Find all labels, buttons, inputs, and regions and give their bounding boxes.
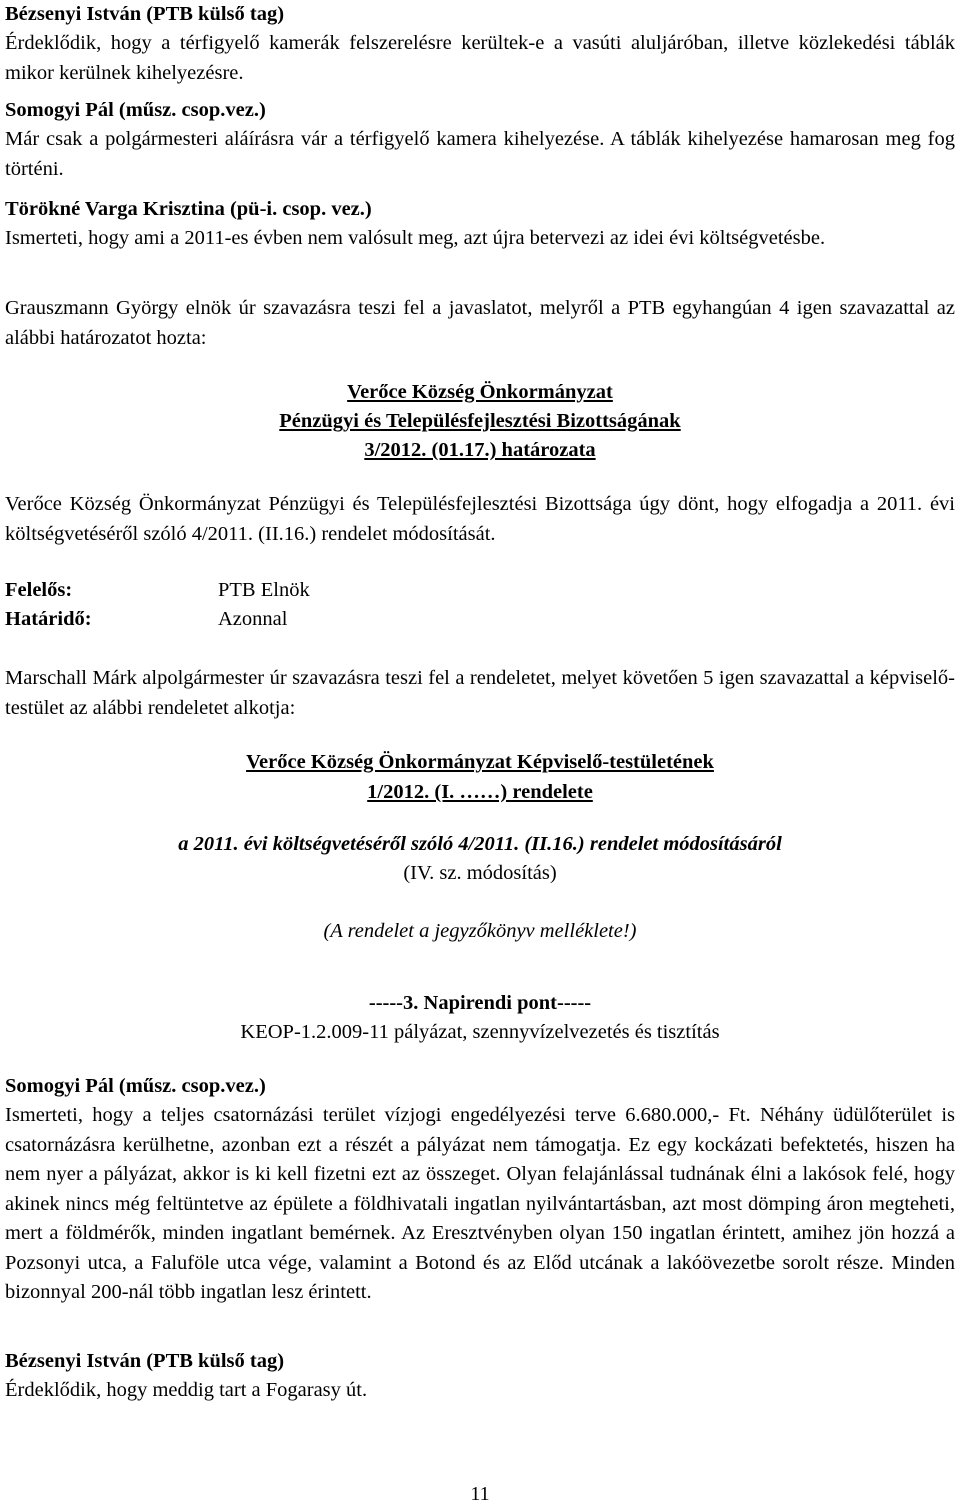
speaker-name: Somogyi Pál (műsz. csop.vez.)	[5, 1075, 266, 1097]
paragraph: Ismerteti, hogy ami a 2011-es évben nem valósult meg, azt újra betervezi az idei évi költségvetésbe.	[5, 227, 826, 249]
resolution-heading-line2: Pénzügyi és Településfejlesztési Bizottságának	[279, 410, 681, 432]
responsible-row	[5, 576, 310, 606]
deadline-value: Azonnal	[218, 608, 288, 630]
paragraph: Marschall Márk alpolgármester úr szavazásra teszi fel a rendeletet, melyet követően 5 igen szavazattal a képviselő-testület az alábbi rendeletet alkotja:	[5, 667, 955, 719]
regulation-heading-line2: 1/2012. (I. ……) rendelete	[367, 781, 593, 803]
regulation-title: a 2011. évi költségvetéséről szóló 4/2011. (II.16.) rendelet módosításáról	[178, 833, 782, 855]
speaker-name: Törökné Varga Krisztina (pü-i. csop. vez.)	[5, 198, 372, 220]
regulation-note: (A rendelet a jegyzőkönyv melléklete!)	[323, 920, 637, 942]
speaker-name: Somogyi Pál (műsz. csop.vez.)	[5, 99, 266, 121]
speaker-name: Bézsenyi István (PTB külső tag)	[5, 3, 285, 25]
responsible-label: Felelős:	[5, 579, 73, 601]
agenda-heading: -----3. Napirendi pont-----	[368, 992, 592, 1014]
resolution-heading-line1: Verőce Község Önkormányzat	[347, 381, 613, 403]
paragraph: Érdeklődik, hogy a térfigyelő kamerák felszerelésre kerültek-e a vasúti aluljáróban, illetve közlekedési táblák mikor kerülnek kihelyezésre.	[5, 32, 955, 84]
responsible-value: PTB Elnök	[218, 579, 310, 601]
agenda-title: KEOP-1.2.009-11 pályázat, szennyvízelvezetés és tisztítás	[240, 1021, 720, 1043]
paragraph: Érdeklődik, hogy meddig tart a Fogarasy út.	[5, 1379, 368, 1401]
regulation-subtitle: (IV. sz. módosítás)	[403, 862, 557, 884]
resolution-heading-line3: 3/2012. (01.17.) határozata	[364, 439, 596, 461]
speaker-name: Bézsenyi István (PTB külső tag)	[5, 1350, 285, 1372]
deadline-label: Határidő:	[5, 608, 92, 630]
regulation-heading-line1: Verőce Község Önkormányzat Képviselő-testületének	[246, 751, 714, 773]
paragraph: Grauszmann György elnök úr szavazásra teszi fel a javaslatot, melyről a PTB egyhangúan 4 igen szavazattal az alábbi határozatot hozta:	[5, 297, 955, 349]
deadline-row	[5, 605, 287, 635]
paragraph: Már csak a polgármesteri aláírásra vár a térfigyelő kamera kihelyezése. A táblák kihelyezése hamarosan meg fog történi.	[5, 128, 955, 180]
paragraph: Ismerteti, hogy a teljes csatornázási terület vízjogi engedélyezési terve 6.680.000,- Ft. Néhány üdülőterület is csatornázásra kerülhetne, azonban ezt a részét a pályázat nem támogatja. Ez egy kockázati befektetés, hiszen ha nem nyer a pályázat, akkor is ki kell fizetni ezt az összeget. Olyan felajánlással tudnának élni a lakósok felé, hogy akinek nincs még feltüntetve az épülete a földhivatali ingatlan nyilvántartásban, azt most dömping áron megteheti, mert a földmérők, minden ingatlant bemérnek. Az Eresztvényben olyan 150 ingatlan érintett, amihez jön hozzá a Pozsonyi utca, a Faluföle utca vége, valamint a Botond és az Előd utcának a lakóövezetbe sorolt része. Minden bizonnyal 200-nál több ingatlan lesz érintett.	[5, 1104, 955, 1303]
resolution-text: Verőce Község Önkormányzat Pénzügyi és Településfejlesztési Bizottsága úgy dönt, hogy elfogadja a 2011. évi költségvetéséről szóló 4/2011. (II.16.) rendelet módosítását.	[5, 493, 955, 545]
page-number: 11	[470, 1483, 490, 1505]
